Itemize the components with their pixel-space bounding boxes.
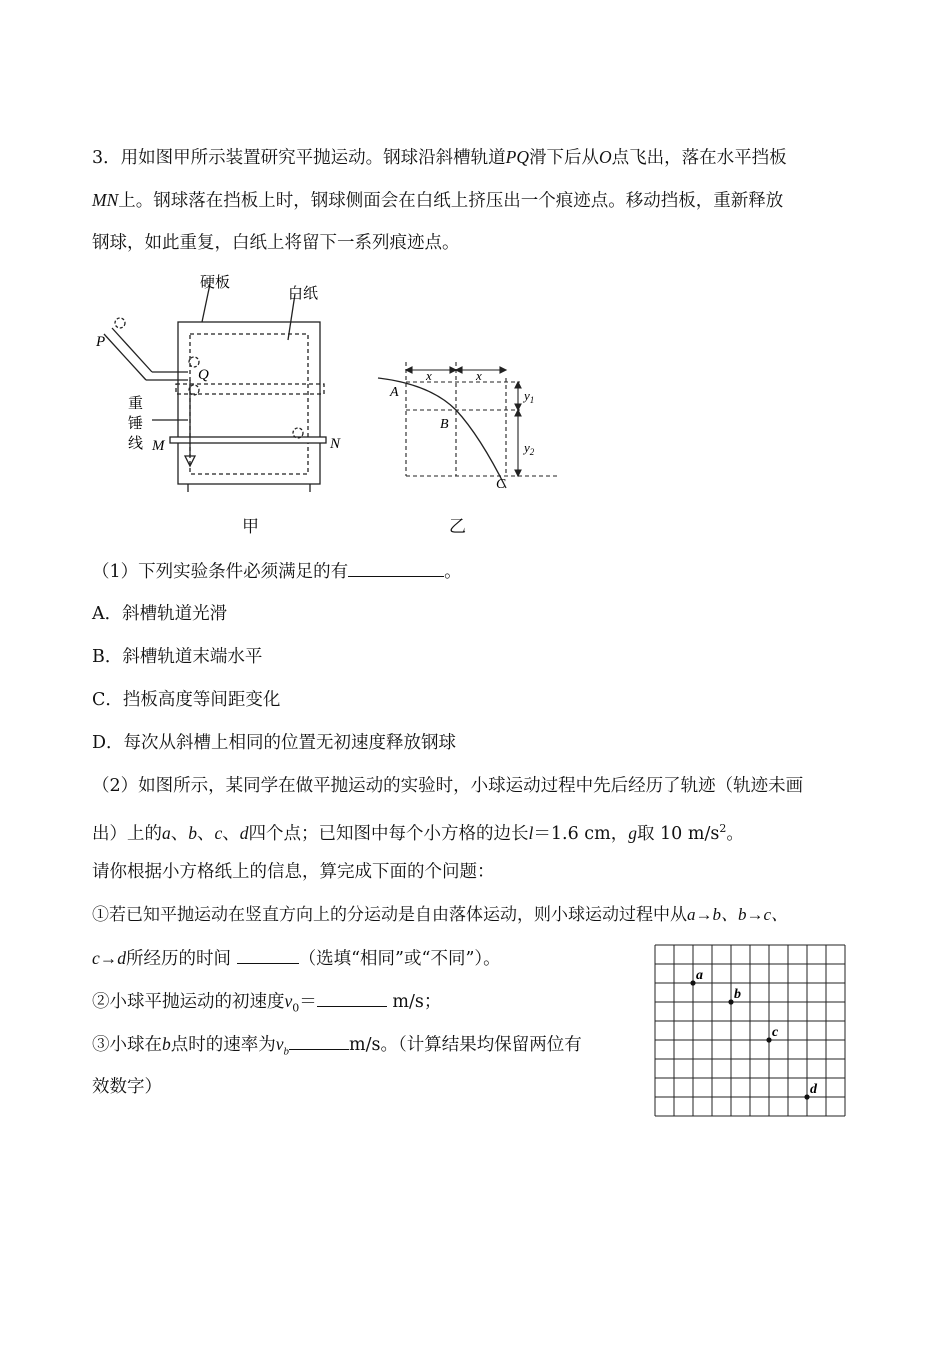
part2-line-3: 请你根据小方格纸上的信息，算完成下面的个问题： — [92, 862, 495, 882]
grid-point-label-d: d — [810, 1082, 817, 1097]
label-x1: x — [426, 368, 432, 383]
answer-blank-3[interactable] — [317, 990, 387, 1007]
hard-board — [178, 322, 320, 484]
label-P: P — [96, 334, 106, 350]
label-xian: 线 — [128, 436, 144, 452]
grid-point-a — [690, 980, 695, 985]
sub-question-3: ③小球在b点时的速率为$v_b$ m/s。（计算结果均保留两位有 — [92, 1034, 582, 1058]
chute-lower — [104, 334, 146, 380]
figure-jia — [90, 270, 350, 495]
sub-question-2: ②小球平抛运动的初速度$v_0= m/s$； — [92, 991, 442, 1015]
baffle-mn — [170, 437, 326, 443]
question-number: 3 — [92, 148, 104, 168]
label-M: M — [152, 438, 165, 454]
part1-prompt: （1）下列实验条件必须满足的有 。 — [92, 562, 462, 582]
label-B: B — [440, 417, 449, 432]
grid-point-c — [766, 1037, 771, 1042]
grid-figure — [654, 944, 848, 1120]
caption-yi: 乙 — [449, 517, 466, 537]
label-N: N — [330, 436, 341, 452]
label-y2: $y_2$ — [524, 440, 535, 457]
label-C: C — [496, 477, 506, 492]
caption-jia: 甲 — [242, 517, 259, 537]
ball-start — [115, 318, 125, 328]
figure-yi — [370, 348, 570, 498]
question-line-1: 3．用如图甲所示装置研究平抛运动。钢球沿斜槽轨道PQ滑下后从O点飞出，落在水平挡板 — [92, 147, 787, 168]
grid-point-label-b: b — [734, 987, 741, 1002]
label-Q: Q — [198, 367, 209, 383]
label-x2: x — [476, 368, 482, 383]
option-b: B．斜槽轨道末端水平 — [92, 647, 263, 667]
label-A: A — [390, 385, 399, 400]
answer-blank-1[interactable] — [348, 560, 444, 577]
white-paper — [190, 334, 308, 474]
part2-line-2: 出）上的a、b、c、d四个点；已知图中每个小方格的边长l＝1.6 cm，g取 10 $m/s^2$。 — [92, 822, 744, 844]
question-line-3: 钢球，如此重复，白纸上将留下一系列痕迹点。 — [92, 233, 460, 253]
label-zhong: 重 — [128, 396, 144, 412]
grid-point-d — [804, 1094, 809, 1099]
option-a: A．斜槽轨道光滑 — [92, 604, 228, 624]
label-y1: $y_1$ — [524, 388, 535, 405]
answer-blank-2[interactable] — [237, 947, 299, 964]
question-line-2: MN上。钢球落在挡板上时，钢球侧面会在白纸上挤压出一个痕迹点。移动挡板，重新释放 — [92, 190, 784, 211]
grid-point-label-a: a — [696, 968, 703, 983]
label-yingban: 硬板 — [200, 275, 231, 291]
option-d: D．每次从斜槽上相同的位置无初速度释放钢球 — [92, 733, 457, 753]
sub-question-3-cont: 效数字） — [92, 1077, 162, 1097]
grid-point-b — [728, 999, 733, 1004]
sub-question-1: ①若已知平抛运动在竖直方向上的分运动是自由落体运动，则小球运动过程中从a→b、b→c、 — [92, 905, 789, 925]
grid-point-label-c: c — [772, 1025, 779, 1040]
option-c: C．挡板高度等间距变化 — [92, 690, 281, 710]
label-chui: 锤 — [128, 416, 144, 432]
part2-line-1: （2）如图所示，某同学在做平抛运动的实验时，小球运动过程中先后经历了轨迹（轨迹未画 — [92, 776, 804, 796]
label-baizhi: 白纸 — [288, 286, 319, 302]
sub-question-1-cont: c→d所经历的时间 （选填“相同”或“不同”）。 — [92, 948, 501, 969]
answer-blank-4[interactable] — [289, 1033, 349, 1050]
